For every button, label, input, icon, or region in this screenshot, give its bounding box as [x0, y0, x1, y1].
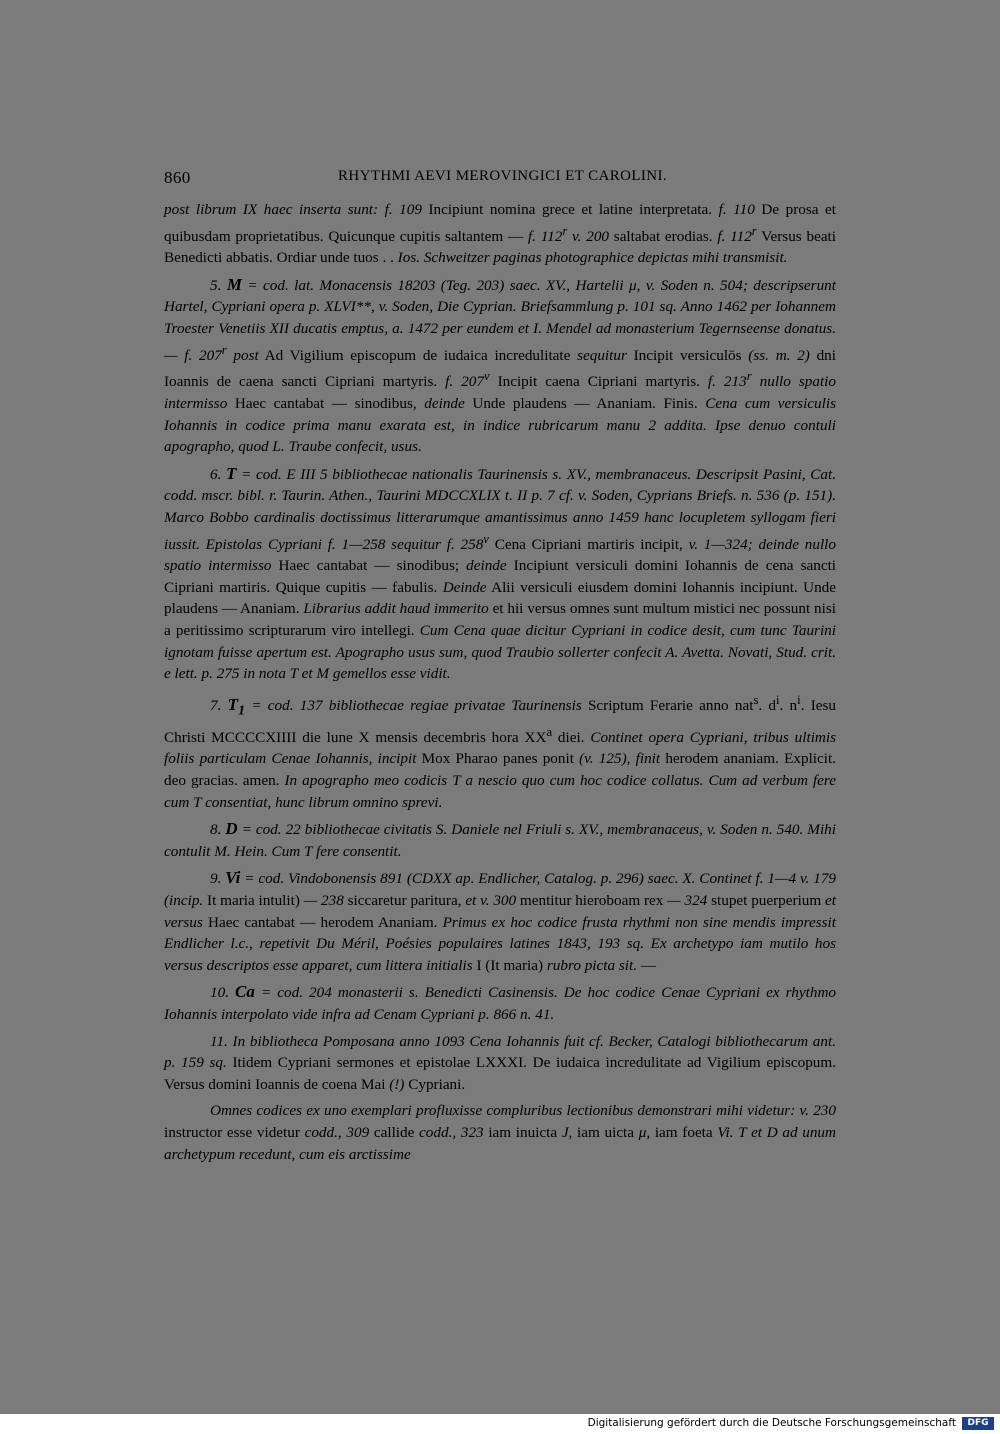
paragraph-codex-9: 9. Vi = cod. Vindobonensis 891 (CDXX ap. Endlicher, Catalog. p. 296) saec. X. Continet f. 1—4 v. 179 (incip. It maria intulit) — 238 siccaretur paritura, et v. 300 mentitur hieroboam rex — 324 stupet puerperium et versus Haec cantabat — herodem Ananiam. Primus ex hoc codice frusta rhythmi non sine mendis impressit Endlicher l.c., repetivit Du Méril, Poésies populaires latines 1843, 193 sq. Ex archetypo iam mutilo hos versus descriptos esse apparet, cum littera initialis I (It maria) rubro picta sit. — — [164, 868, 837, 974]
running-title: RHYTHMI AEVI MEROVINGICI ET CAROLINI. — [338, 168, 668, 184]
paragraph-codex-7: 7. $T_1$ = cod. 137 bibliothecae regiae privatae Taurinensis Scriptum Ferarie anno nat$^s$. $d^i$. $n^i$. Iesu Christi MCCCCXIIII die lune X mensis decembris hora $XX^a$ diei. Continet opera Cypriani, tribus ultimis foliis particulam Cenae Iohannis, incipit Mox Pharao panes ponit (v. 125), finit herodem ananiam. Explicit. deo gracias. amen. In apographo meo codicis T a nescio quo cum hoc codice collatus. Cum ad verbum fere cum T consentiat, hunc librum omnino sprevi. — [164, 692, 837, 811]
paragraph-codex-5: 5. M = cod. lat. Monacensis 18203 (Teg. 203) saec. XV., Hartelii μ, v. Soden n. 504; descripserunt Hartel, Cypriani opera p. XLVI**, v. Soden, Die Cyprian. Briefsammlung p. 101 sq. Anno 1462 per Iohannem Troester Venetiis XII ducatis emptus, a. 1472 per eundem et I. Mendel ad monasterium Tegernseense donatus. — f. 207$^r$ post Ad Vigilium episcopum de iudaica incredulitate sequitur Incipit versiculōs (ss. m. 2) dni Ioannis de caena sancti Cipriani martyris. f. 207$^v$ Incipit caena Cipriani martyris. f. 213$^r$ nullo spatio intermisso Haec cantabat — sinodibus, deinde Unde plaudens — Ananiam. Finis. Cena cum versiculis Iohannis in codice prima manu exarata est, in indice rubricarum manu 2 addita. Ipse denuo contuli apographo, quod L. Traube confecit, usus. — [164, 274, 836, 456]
page-number: 860 — [164, 168, 191, 187]
paragraph-codex-11: 11. In bibliotheca Pomposana anno 1093 Cena Iohannis fuit cf. Becker, Catalogi bibliothecarum ant. p. 159 sq. Itidem Cypriani sermones et epistolae LXXXI. De iudaica incredulitate ad Vigilium episcopum. Versus domini Ioannis de coena Mai (!) Cypriani. — [164, 1032, 836, 1093]
paragraph-codex-6: 6. T = cod. E III 5 bibliothecae nationalis Taurinensis s. XV., membranaceus. Descripsit Pasini, Cat. codd. mscr. bibl. r. Taurin. Athen., Taurini MDCCXLIX t. II p. 7 cf. v. Soden, Cyprians Briefs. n. 536 (p. 151). Marco Bobbo cardinalis doctissimus litterarumque amantissimus anno 1459 hanc locupletem syllogam fieri iussit. Epistolas Cypriani f. 1—258 sequitur f. 258$^v$ Cena Cipriani martiris incipit, v. 1—324; deinde nullo spatio intermisso Haec cantabat — sinodibus; deinde Incipiunt versiculi domini Iohannis de cena sancti Cipriani martiris. Quique cupitis — fabulis. Deinde Alii versiculi eiusdem domini Iohannis incipiunt. Unde plaudens — Ananiam. Librarius addit haud immerito et hii versus omnes sunt multum mistici nec possunt nisi a peritissimo scripturarum viro intellegi. Cum Cena quae dicitur Cypriani in codice desit, cum tunc Taurini ignotam fuisse apertum est. Apographo usus sum, quod Traubio sollerter confecit A. Avetta. Novati, Stud. crit. e lett. p. 275 in nota T et M gemellos esse vidit. — [164, 463, 837, 683]
paragraph-conclusion: Omnes codices ex uno exemplari profluxisse compluribus lectionibus demonstrari mihi videtur: v. 230 instructor esse videtur codd., 309 callide codd., 323 iam inuicta J, iam uicta μ, iam foeta Vi. T et D ad unum archetypum recedunt, cum eis arctissime — [164, 1102, 836, 1163]
paragraph-codex-10: 10. Ca = cod. 204 monasterii s. Benedicti Casinensis. De hoc codice Cenae Cypriani ex rhythmo Iohannis interpolato vide infra ad Cenam Cypriani p. 866 n. 41. — [164, 982, 837, 1023]
paragraph-codex-8: 8. D = cod. 22 bibliothecae civitatis S. Daniele nel Friuli s. XV., membranaceus, v. Soden n. 540. Mihi contulit M. Hein. Cum T fere consentit. — [164, 819, 836, 860]
footer-bar — [0, 1414, 1000, 1434]
funding-credit: Digitalisierung gefördert durch die Deutsche Forschungsgemeinschaft — [587, 1417, 956, 1429]
dfg-logo: DFG — [962, 1417, 994, 1430]
page-body — [164, 199, 836, 1170]
paragraph-intro: post librum IX haec inserta sunt: f. 109 Incipiunt nomina grece et latine interpretata. f. 110 De prosa et quibusdam proprietatibus. Quicunque cupitis saltantem — f. 112$^r$ v. 200 saltabat erodias. f. 112$^r$ Versus beati Benedicti abbatis. Ordiar unde tuos . . Ios. Schweitzer paginas photographice depictas mihi transmisit. — [164, 201, 837, 267]
